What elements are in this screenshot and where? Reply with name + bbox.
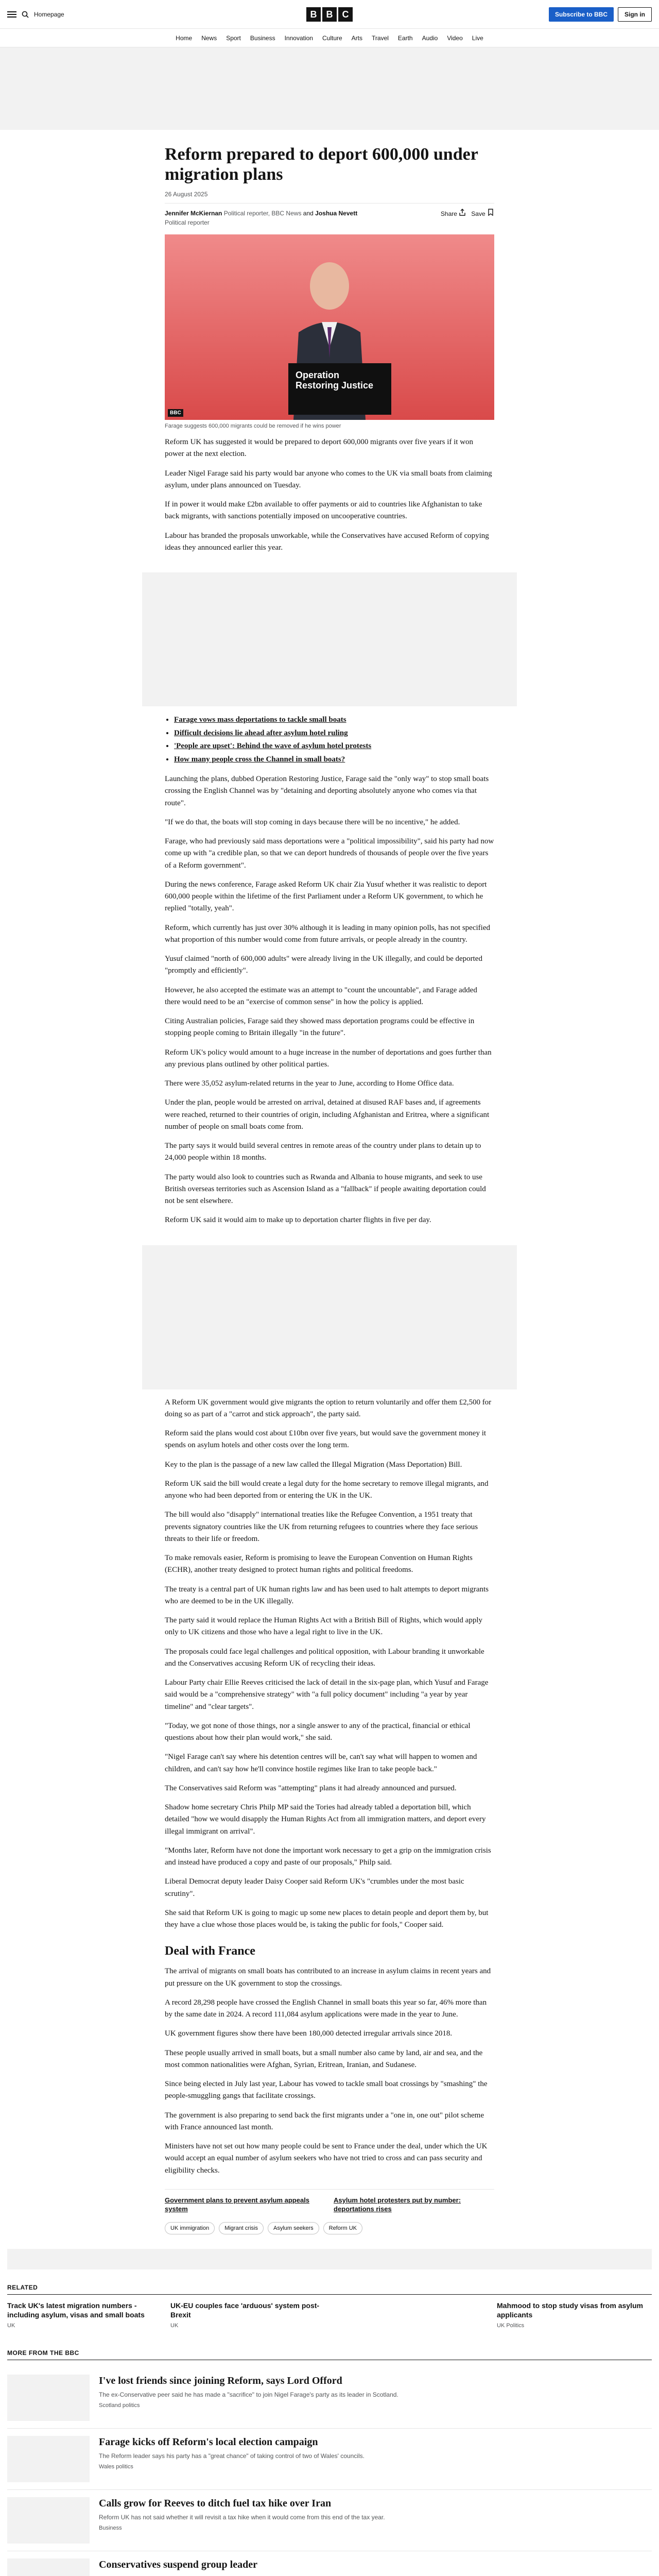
topic-tag[interactable]: Reform UK <box>323 2222 362 2234</box>
paragraph: To make removals easier, Reform is promising to leave the European Convention on Human Rights (ECHR), another treaty designed to protect human rights and political freedoms. <box>165 1554 473 1574</box>
related-card-title: Track UK's latest migration numbers - including asylum, visas and small boats <box>7 2301 145 2319</box>
related-label: RELATED <box>7 2284 652 2295</box>
more-section <box>7 2349 652 2576</box>
article-date: 26 August 2025 <box>165 191 208 198</box>
nav-item[interactable]: Business <box>250 34 275 42</box>
hero-image <box>165 234 494 420</box>
more-list <box>7 2367 652 2576</box>
more-thumb <box>7 2375 90 2421</box>
search-icon[interactable] <box>22 11 29 18</box>
topic-tag[interactable]: Asylum seekers <box>268 2222 319 2234</box>
related-card-meta: UK <box>170 2323 179 2329</box>
nav-item[interactable]: Travel <box>372 34 389 42</box>
author-1: Jennifer McKiernan <box>165 210 222 217</box>
paragraph: Reform UK said it would aim to make up to deportation charter flights in five per day. <box>165 1216 431 1225</box>
paragraph: The treaty is a central part of UK human rights law and has been used to halt attempts to deport migrants who are deemed to be in the UK illegally. <box>165 1585 489 1605</box>
byline-join: and <box>303 210 314 217</box>
nav-item[interactable]: Arts <box>351 34 363 42</box>
bullet-link[interactable]: • Difficult decisions lie ahead after asylum hotel ruling <box>174 727 494 740</box>
related-bullet-list <box>165 714 494 766</box>
nav-item[interactable]: Earth <box>397 34 413 42</box>
subscribe-button[interactable]: Subscribe to BBC <box>549 7 614 22</box>
nav-item[interactable]: Live <box>472 34 483 42</box>
paragraph: Leader Nigel Farage said his party would bar anyone who comes to the UK via small boats from claiming asylum, under plans announced on Tuesday. <box>165 469 492 489</box>
more-thumb <box>7 2436 90 2482</box>
related-card-title: Mahmood to stop study visas from asylum applicants <box>497 2301 643 2319</box>
related-card-title: UK-EU couples face 'arduous' system post-Brexit <box>170 2301 320 2319</box>
inline-related-link[interactable]: Asylum hotel protesters put by number: deportations rises <box>334 2196 461 2213</box>
paragraph: There were 35,052 asylum-related returns in the year to June, according to Home Office data. <box>165 1079 454 1088</box>
logo-letter: C <box>338 7 353 22</box>
paragraph: Reform UK's policy would amount to a huge increase in the number of deportations and goes further than any previous plans outlined by other political parties. <box>165 1048 492 1069</box>
more-item-meta: Wales politics <box>99 2464 133 2470</box>
paragraph: A Reform UK government would give migrants the option to return voluntarily and offer them £2,500 for doing so as part of a "carrot and stick approach", the party said. <box>165 1398 492 1418</box>
paragraph: A record 28,298 people have crossed the English Channel in small boats this year so far, 46% more than by the same date in 2024. A record 111,084 asylum applications were made in the year to June. <box>165 1998 487 2019</box>
paragraph: Farage, who had previously said mass deportations were a "political impossibility", said his party had now come up with "a credible plan, so that we can deport hundreds of thousands of people over the five years of a Reform government". <box>165 837 494 870</box>
more-item-title: Conservatives suspend group leader <box>99 2559 257 2571</box>
paragraph: Yusuf claimed "north of 600,000 adults" were already living in the UK illegally, and could be deported "promptly and efficiently". <box>165 955 482 975</box>
hero-bbc-tag: BBC <box>168 409 183 417</box>
paragraph: The party says it would build several centres in remote areas of the country under plans to detain up to 24,000 people within 18 months. <box>165 1142 481 1162</box>
paragraph: Launching the plans, dubbed Operation Restoring Justice, Farage said the "only way" to stop small boats crossing the English Channel was by "detaining and deporting absolutely anyone who comes via that route". <box>165 775 489 807</box>
article-body-1 <box>165 436 494 554</box>
topic-tag[interactable]: Migrant crisis <box>219 2222 264 2234</box>
related-card[interactable] <box>7 2301 162 2329</box>
more-item-title: I've lost friends since joining Reform, says Lord Offord <box>99 2375 342 2387</box>
article-actions <box>441 209 494 217</box>
paragraph: Labour has branded the proposals unworkable, while the Conservatives have accused Reform of copying ideas they announced earlier this year. <box>165 531 489 552</box>
article <box>165 144 494 554</box>
save-label: Save <box>471 210 485 218</box>
more-label: MORE FROM THE BBC <box>7 2349 652 2360</box>
related-card[interactable] <box>334 2301 489 2329</box>
paragraph: Liberal Democrat deputy leader Daisy Cooper said Reform UK's "crumbles under the most basic scrutiny". <box>165 1877 464 1898</box>
bullet-link[interactable]: • Farage vows mass deportations to tackle small boats <box>174 714 494 727</box>
paragraph: "Months later, Reform have not done the important work necessary to get a grip on the immigration crisis and instead have produced a copy and paste of our proposals," Philp said. <box>165 1846 491 1867</box>
article-continued-2 <box>165 1397 494 2234</box>
nav-item[interactable]: Audio <box>422 34 438 42</box>
article-continued-1 <box>165 714 494 1227</box>
paragraph: Ministers have not set out how many people could be sent to France under the deal, under which the UK would accept an equal number of asylum seekers who have not tried to cross and can pass security and eligibility checks. <box>165 2142 488 2175</box>
nav-item[interactable]: Home <box>176 34 193 42</box>
paragraph: The Conservatives said Reform was "attempting" plans it had already announced and pursued. <box>165 1784 457 1792</box>
inline-related-link[interactable]: Government plans to prevent asylum appeals system <box>165 2196 310 2213</box>
nav-item[interactable]: Video <box>447 34 463 42</box>
bullet-link[interactable]: • How many people cross the Channel in small boats? <box>174 753 494 767</box>
more-item-meta: Scotland politics <box>99 2402 140 2409</box>
related-section <box>7 2284 652 2329</box>
homepage-link[interactable]: Homepage <box>34 10 64 18</box>
more-item[interactable] <box>7 2490 652 2551</box>
save-button[interactable] <box>471 209 494 217</box>
author-2: Joshua Nevett <box>315 210 358 217</box>
author-2-role: Political reporter <box>165 219 210 227</box>
related-card-meta: UK Politics <box>497 2323 525 2329</box>
sign-in-button[interactable]: Sign in <box>618 7 652 22</box>
logo-letter: B <box>306 7 321 22</box>
bookmark-icon <box>487 209 494 216</box>
nav-item[interactable]: News <box>201 34 217 42</box>
paragraph: "Today, we got none of those things, nor a single answer to any of the practical, financial or ethical questions about how their plan would work," she said. <box>165 1721 471 1742</box>
paragraph: During the news conference, Farage asked Reform UK chair Zia Yusuf whether it was realistic to deport 600,000 people within the lifetime of the first Parliament under a Reform UK government, to which he replied "totally, yeah". <box>165 880 487 913</box>
nav-item[interactable]: Sport <box>226 34 241 42</box>
paragraph: These people usually arrived in small boats, but a small number also came by land, air and sea, and the most common nationalities were Afghan, Syrian, Eritrean, Iranian, and Sudanese. <box>165 2048 483 2069</box>
related-card[interactable] <box>170 2301 325 2329</box>
more-item-desc: Reform UK has not said whether it will revisit a tax hike when it would come from this end of the tax year. <box>99 2514 385 2521</box>
hero-banner: Operation Restoring Justice <box>288 363 391 415</box>
paragraph: Labour Party chair Ellie Reeves criticised the lack of detail in the six-page plan, which Yusuf and Farage said would be a "comprehensive strategy" with "a full policy document" including "a year by year timeline" and "clear targets". <box>165 1679 489 1711</box>
nav-item[interactable]: Culture <box>322 34 342 42</box>
paragraph: "If we do that, the boats will stop coming in days because there will be no incentive," he added. <box>165 818 460 826</box>
bbc-logo[interactable] <box>306 7 353 22</box>
subheading: Deal with France <box>165 1944 255 1958</box>
paragraph: Since being elected in July last year, Labour has vowed to tackle small boat crossings by "smashing" the people-smuggling gangs that facilitate crossings. <box>165 2080 488 2100</box>
byline-row <box>165 203 494 227</box>
paragraph: Key to the plan is the passage of a new law called the Illegal Migration (Mass Deportation) Bill. <box>165 1460 462 1469</box>
more-item-title: Calls grow for Reeves to ditch fuel tax hike over Iran <box>99 2498 332 2510</box>
share-button[interactable] <box>441 209 466 217</box>
paragraph: The party would also look to countries such as Rwanda and Albania to house migrants, and seek to use British overseas territories such as Ascension Island as a "fallback" if people awaiting deportation could not be sent elsewhere. <box>165 1173 486 1206</box>
header-right <box>549 7 652 22</box>
mid-ad-slot-2 <box>142 1245 517 1389</box>
byline <box>165 209 357 227</box>
paragraph: Under the plan, people would be arrested on arrival, detained at disused RAF bases and, if agreements were reached, returned to their countries of origin, including Afghanistan and Eritrea, where a significant number of people on small boats come from. <box>165 1098 490 1131</box>
author-1-role: Political reporter, BBC News <box>223 210 302 217</box>
paragraph: "Nigel Farage can't say where his detention centres will be, can't say what will happen to women and children, and can't say how he'll convince hostile regimes like Iran to take people back." <box>165 1753 477 1773</box>
paragraph: She said that Reform UK is going to magic up some new places to detain people and deport them by, but they have a clue whose those places would be, is taking the public for fools," Cooper said. <box>165 1908 489 1929</box>
topic-tags <box>165 2222 494 2234</box>
paragraph: Reform, which currently has just over 30% although it is leading in many opinion polls, has not specified what proportion of this number would come from future arrivals, or people already in the country. <box>165 923 490 944</box>
paragraph: Reform UK said the bill would create a legal duty for the home secretary to remove illegal migrants, and anyone who had been deported from or entering the UK in the UK. <box>165 1479 489 1500</box>
share-label: Share <box>440 210 457 218</box>
paragraph: However, he also accepted the estimate was an attempt to "count the uncountable", and Farage added there would need to be an "exercise of common sense" in how the policy is applied. <box>165 986 477 1006</box>
topic-tag[interactable]: UK immigration <box>165 2222 215 2234</box>
related-grid <box>7 2301 652 2329</box>
more-item[interactable] <box>7 2429 652 2490</box>
paragraph: UK government figures show there have been 180,000 detected irregular arrivals since 2018. <box>165 2029 453 2038</box>
paragraph: Reform said the plans would cost about £10bn over five years, but would save the government money it spends on asylum hotels and other costs over the long term. <box>165 1429 487 1450</box>
menu-icon[interactable] <box>7 11 16 18</box>
bullet-link[interactable]: • 'People are upset': Behind the wave of asylum hotel protests <box>174 740 494 753</box>
mid-ad-slot-1 <box>142 572 517 706</box>
paragraph: Shadow home secretary Chris Philp MP said the Tories had already tabled a deportation bill, which detailed "how we would disapply the Human Rights Act from all immigration matters, and deport every illegal immigrant on arrival". <box>165 1803 486 1836</box>
related-card-meta: UK <box>7 2323 15 2329</box>
more-item-meta: Business <box>99 2525 122 2532</box>
more-item[interactable] <box>7 2367 652 2429</box>
paragraph: The proposals could face legal challenges and political opposition, with Labour branding it unworkable and the Conservatives accusing Reform UK of recycling their ideas. <box>165 1647 484 1668</box>
nav-item[interactable]: Innovation <box>284 34 313 42</box>
more-item-desc: The ex-Conservative peer said he has made a "sacrifice" to join Nigel Farage's party as its leader in Scotland. <box>99 2391 398 2399</box>
paragraph: Citing Australian policies, Farage said they showed mass deportation programs could be effective in stopping people coming to Britain illegally "in the future". <box>165 1017 475 1038</box>
share-icon <box>459 209 466 216</box>
article-headline: Reform prepared to deport 600,000 under migration plans <box>165 145 478 184</box>
header-left <box>7 11 64 18</box>
more-item-desc: The Reform leader says his party has a "great chance" of taking control of two of Wales' councils. <box>99 2452 365 2460</box>
inline-related-links <box>165 2189 494 2214</box>
paragraph: The government is also preparing to send back the first migrants under a "one in, one out" pilot scheme with France announced last month. <box>165 2111 484 2131</box>
more-item-title: Farage kicks off Reform's local election campaign <box>99 2436 318 2448</box>
paragraph: The arrival of migrants on small boats has contributed to an increase in asylum claims in recent years and put pressure on the UK government to stop the crossings. <box>165 1967 491 1988</box>
top-bar <box>0 0 659 29</box>
paragraph: The party said it would replace the Human Rights Act with a British Bill of Rights, which would apply only to UK citizens and those who have a legal right to live in the UK. <box>165 1616 482 1637</box>
paragraph: The bill would also "disapply" international treaties like the Refugee Convention, a 1951 treaty that prevents signatory countries like the UK from returning refugees to countries where they face serious threats to their life or freedom. <box>165 1511 478 1543</box>
more-item[interactable] <box>7 2551 652 2576</box>
more-thumb <box>7 2558 90 2576</box>
logo-letter: B <box>322 7 337 22</box>
main-nav <box>0 29 659 47</box>
paragraph: Reform UK has suggested it would be prepared to deport 600,000 migrants over five years if it won power at the next election. <box>165 438 474 459</box>
top-ad-slot <box>0 47 659 130</box>
divider-ad <box>7 2249 652 2269</box>
more-thumb <box>7 2497 90 2544</box>
paragraph: If in power it would make £2bn available to offer payments or aid to countries like Afghanistan to take back migrants, with sanctions potentially imposed on uncooperative countries. <box>165 500 482 521</box>
related-card[interactable] <box>497 2301 652 2329</box>
hero-caption: Farage suggests 600,000 migrants could be removed if he wins power <box>165 423 341 430</box>
